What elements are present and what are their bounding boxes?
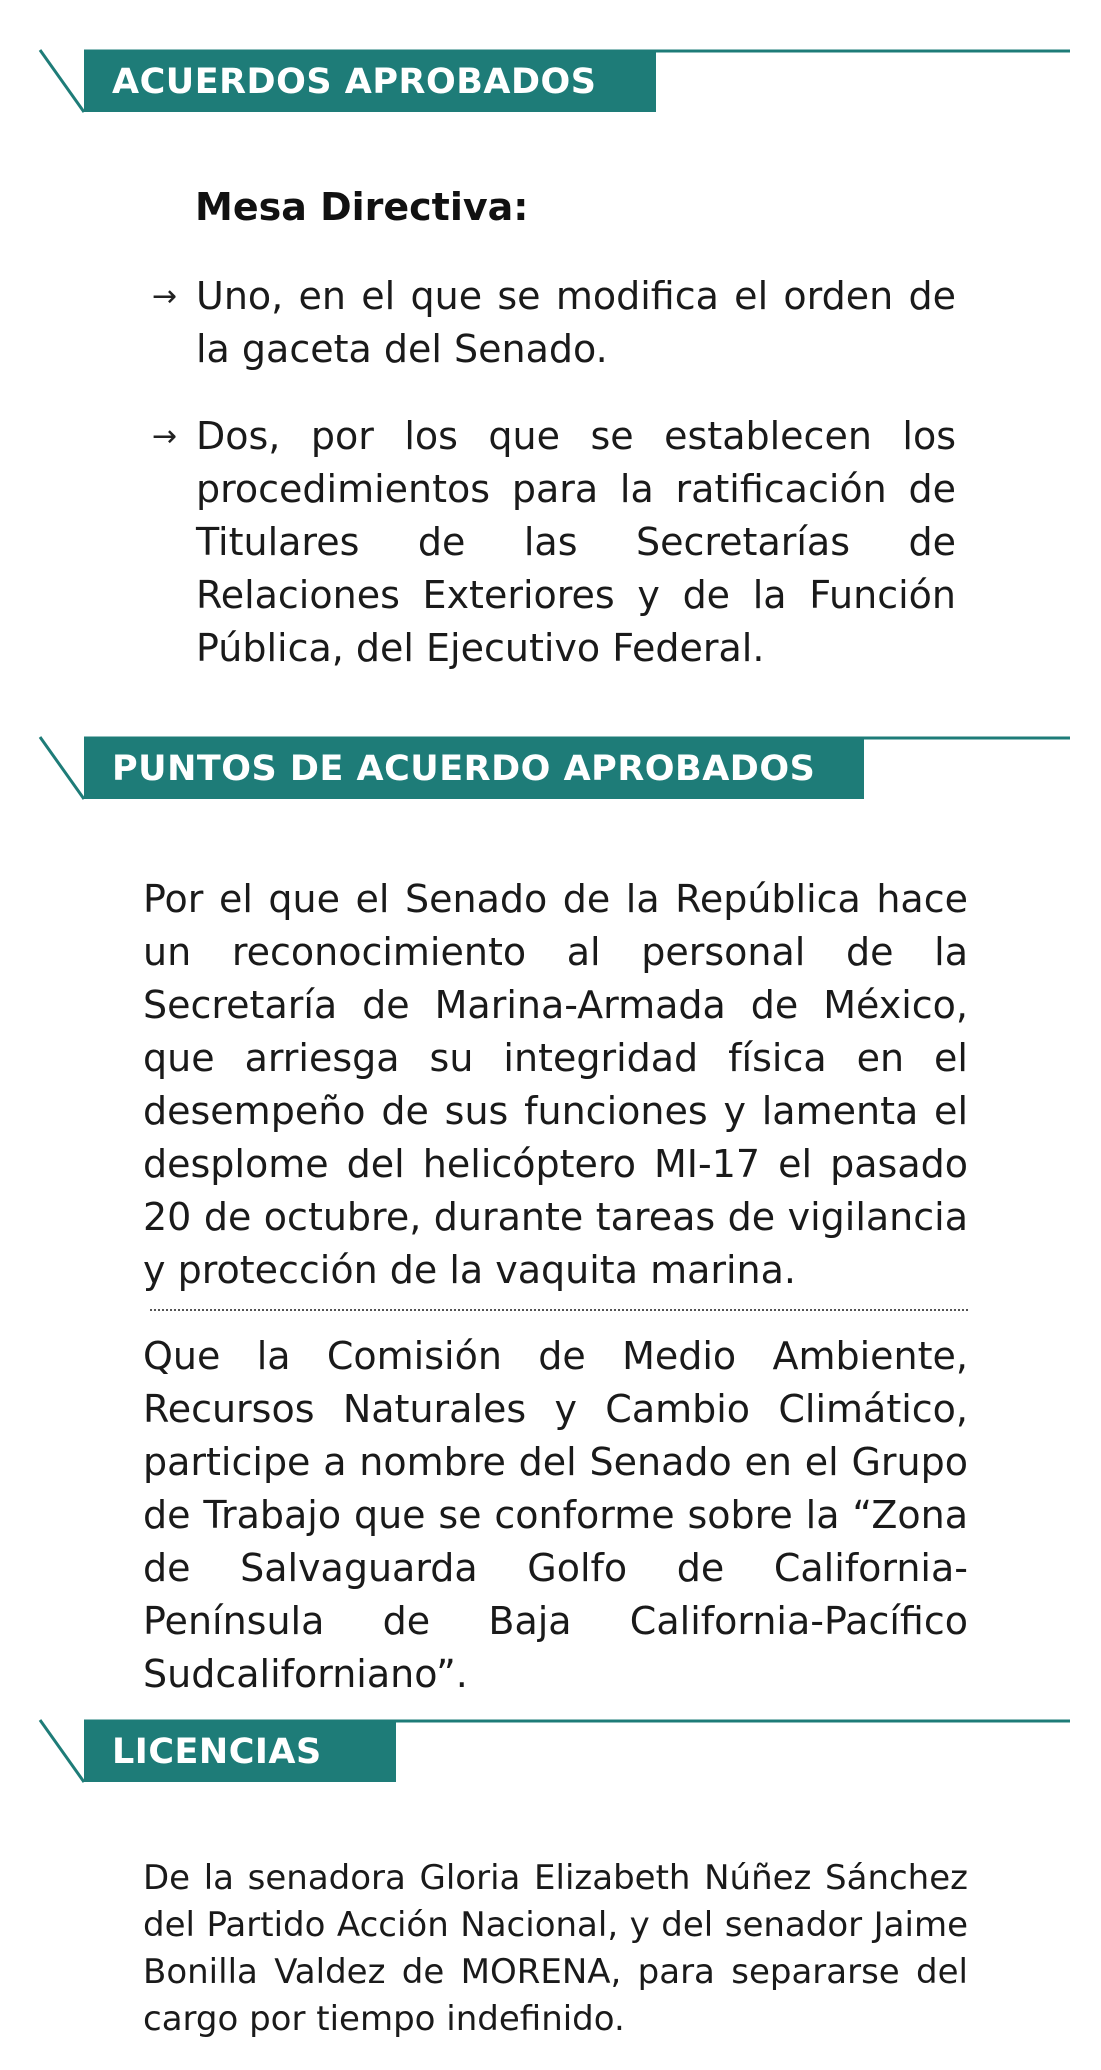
section-title-puntos: PUNTOS DE ACUERDO APROBADOS	[84, 739, 864, 799]
dotted-divider	[150, 1309, 968, 1311]
paragraph-licencias: De la senadora Gloria Elizabeth Núñez Sánchez del Partido Acción Nacional, y del senador Jaime Bonilla Valdez de MORENA, para separarse del cargo por tiempo indefinido.	[143, 1858, 968, 2039]
subheading-mesa-directiva: Mesa Directiva:	[195, 185, 529, 229]
arrow-right-icon: →	[152, 279, 178, 314]
paragraph-comision: Que la Comisión de Medio Ambiente, Recursos Naturales y Cambio Climático, participe a nombre del Senado en el Grupo de Trabajo que se conforme sobre la “Zona de Salvaguarda Golfo de California-Península de Baja California-Pacífico Sudcaliforniano”.	[143, 1334, 968, 1696]
arrow-right-icon: →	[152, 419, 178, 454]
paragraph-reconocimiento: Por el que el Senado de la República hace un reconocimiento al personal de la Secretaría de Marina-Armada de México, que arriesga su integridad física en el desempeño de sus funciones y lamenta el desplome del helicóptero MI-17 el pasado 20 de octubre, durante tareas de vigilancia y protección de la vaquita marina.	[143, 877, 968, 1292]
list-item-text: Uno, en el que se modifica el orden de la gaceta del Senado.	[196, 274, 956, 371]
list-item-text: Dos, por los que se establecen los procedimientos para la ratificación de Titulares de las Secretarías de Relaciones Exteriores y de la Función Pública, del Ejecutivo Federal.	[196, 414, 956, 670]
section-title-acuerdos: ACUERDOS APROBADOS	[84, 52, 656, 112]
section-header-puntos	[40, 737, 1070, 801]
section-title-licencias: LICENCIAS	[84, 1722, 396, 1782]
section-header-acuerdos	[40, 50, 1070, 114]
section-header-licencias	[40, 1720, 1070, 1784]
